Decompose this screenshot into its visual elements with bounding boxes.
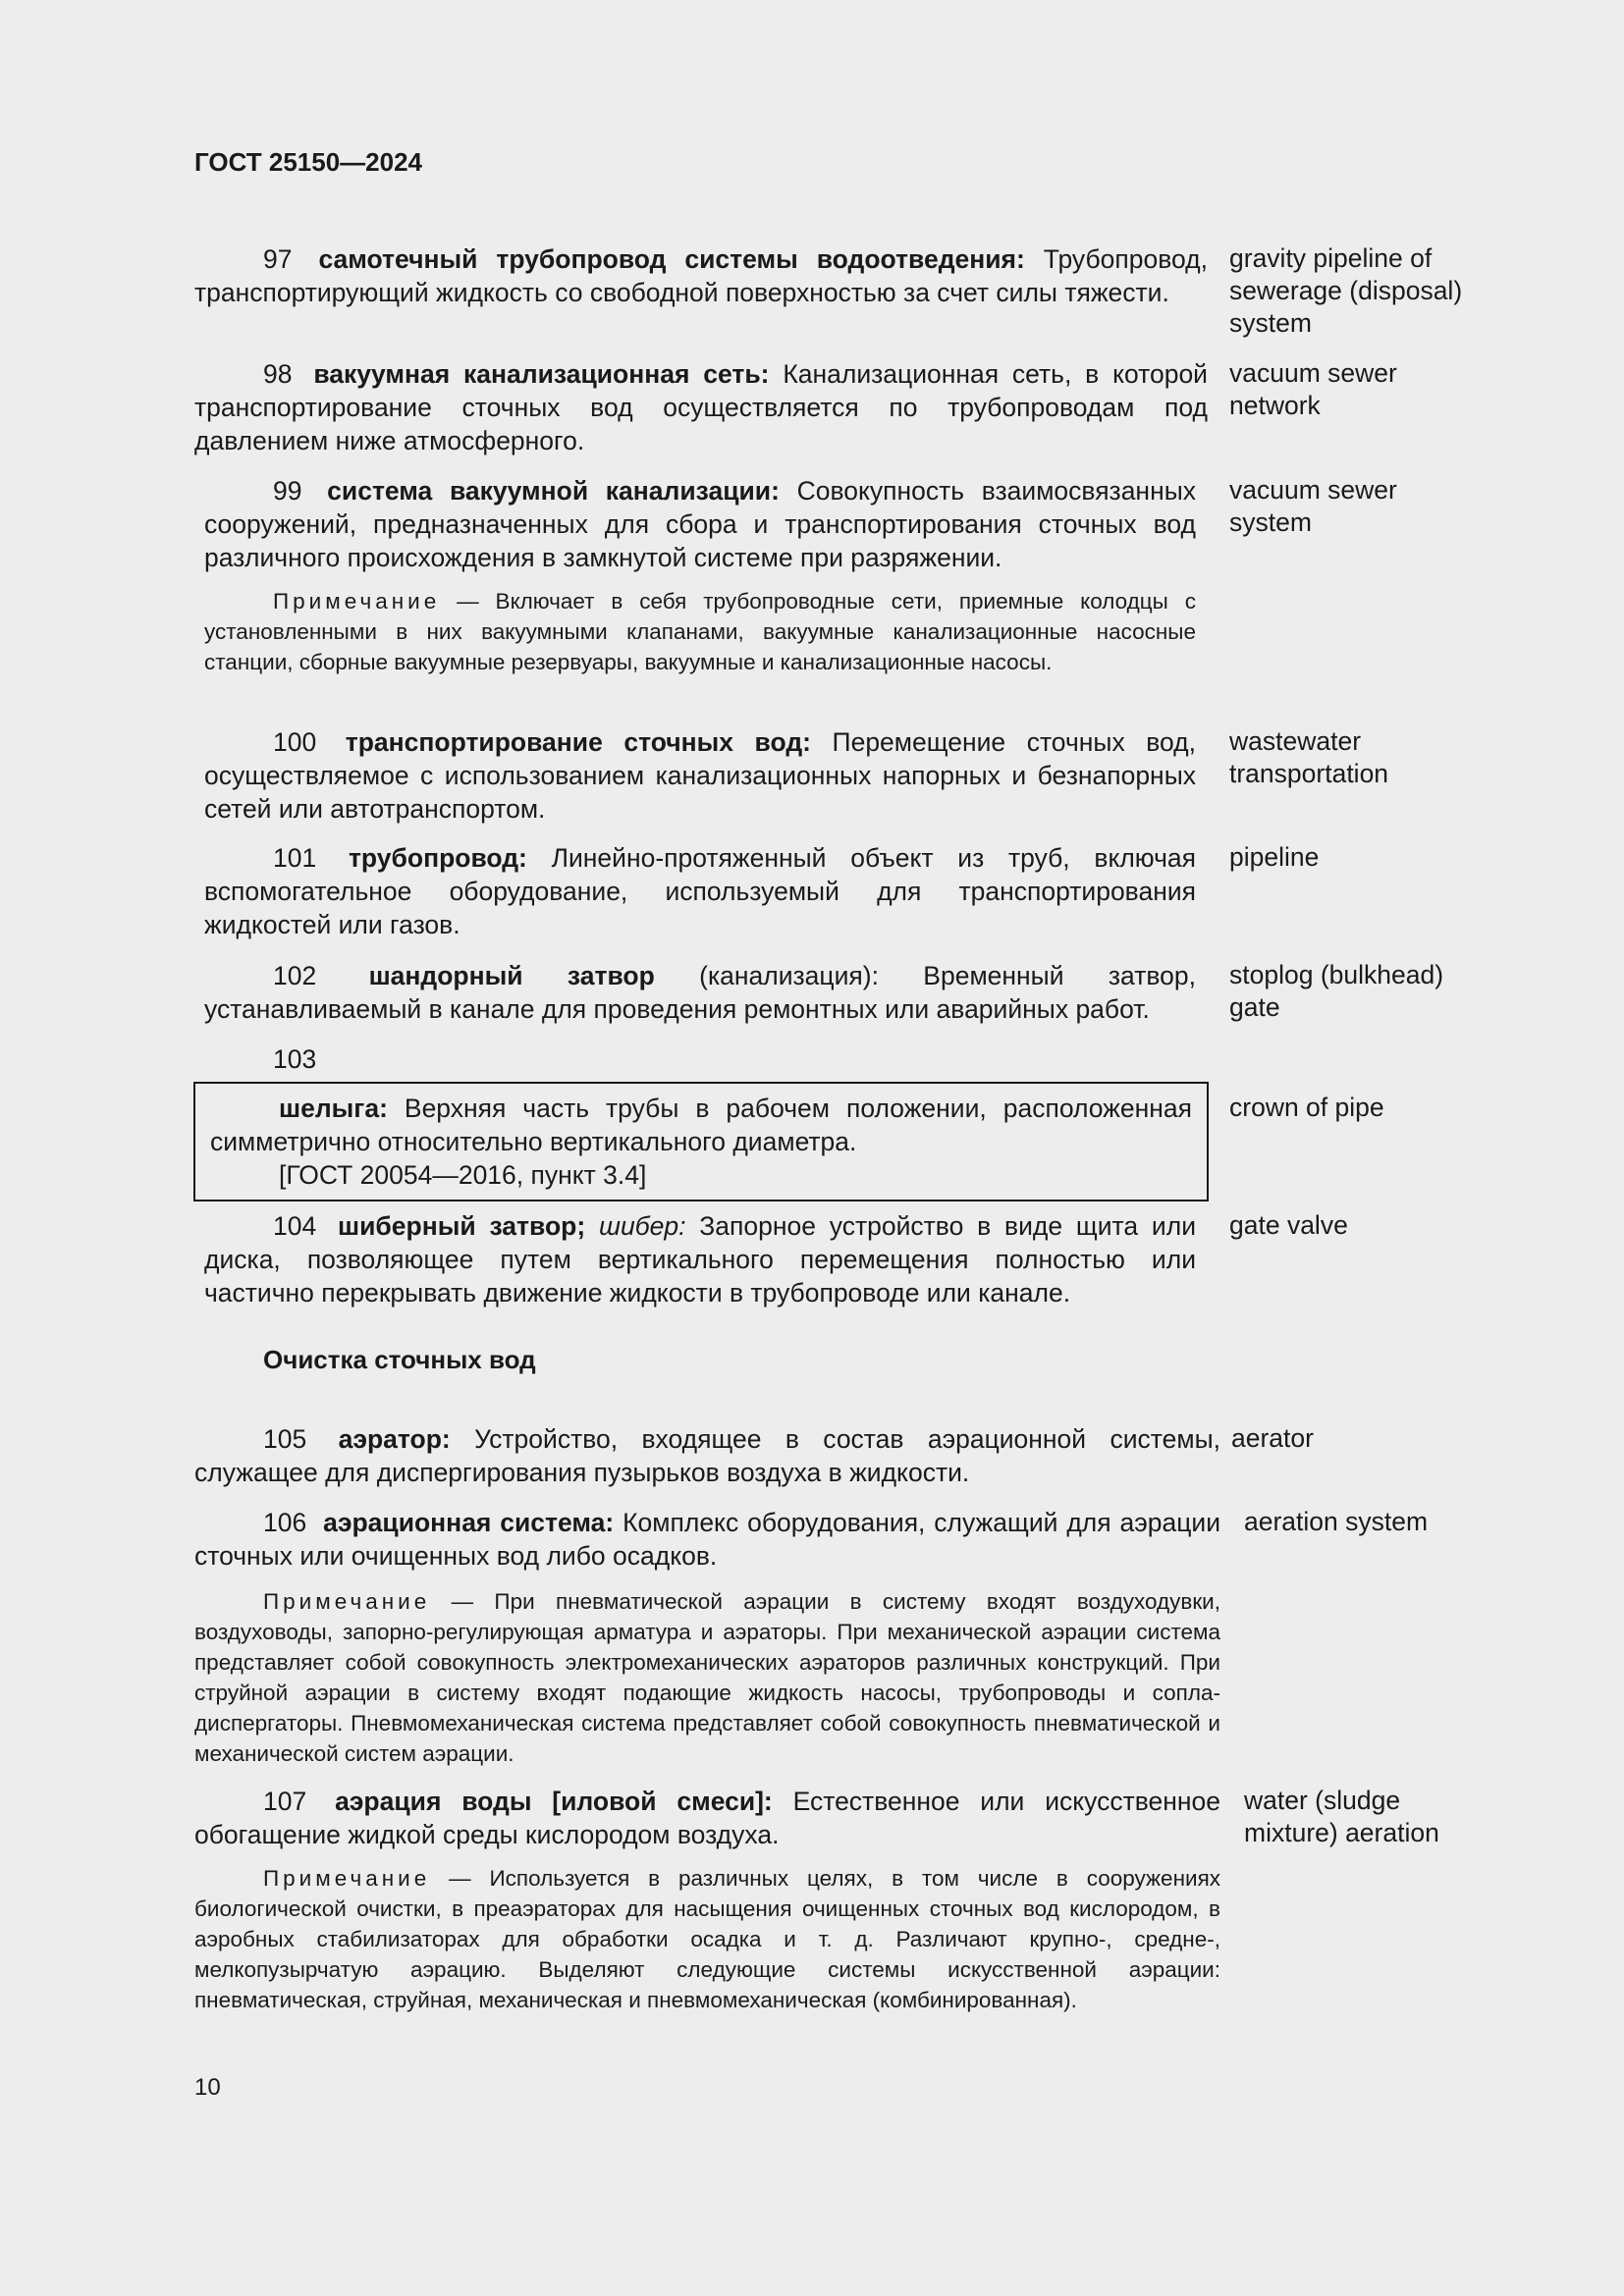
- entry-101-ru: [204, 841, 1196, 941]
- entry-101-en: pipeline: [1229, 842, 1320, 872]
- synonym: шибер:: [585, 1211, 686, 1241]
- entry-107-ru: [194, 1785, 1220, 1851]
- entry-number: 100: [273, 727, 317, 757]
- term: трубопровод:: [348, 843, 527, 873]
- entry-103-ru: [210, 1092, 1192, 1158]
- entry-104-ru: [204, 1209, 1196, 1309]
- entry-104-en: gate valve: [1229, 1210, 1348, 1240]
- term: шиберный затвор;: [338, 1211, 586, 1241]
- note-label: Примечание: [263, 1866, 431, 1891]
- entry-number: 105: [263, 1424, 307, 1454]
- term: шелыга:: [279, 1094, 388, 1123]
- note-text: — Используется в различных целях, в том числе в сооружениях биологической очистки, в преаэраторах для насыщения очищенных сточных вод кислородом, в аэробных стабилизаторах для обработки осадка и т. д. Различают крупно-, средне-, мелкопузырчатую аэрацию. Выделяют следующие системы искусственной аэрации: пневматическая, струйная, механическая и пневмомеханическая (комбинированная).: [194, 1866, 1220, 2012]
- entry-100-en: wastewater transportation: [1229, 726, 1389, 788]
- definition: Трубопровод, транспортирующий жидкость со свободной поверхностью за счет силы тяжести.: [194, 244, 1208, 307]
- entry-99-note: [204, 586, 1196, 677]
- term: самотечный трубопровод системы водоотведения:: [318, 244, 1025, 274]
- entry-number: 103: [273, 1044, 317, 1074]
- section-title: Очистка сточных вод: [263, 1345, 536, 1374]
- entry-106-ru: [194, 1506, 1220, 1573]
- page-number: 10: [194, 2074, 221, 2101]
- term: система вакуумной канализации:: [327, 476, 780, 506]
- entry-number: 98: [263, 359, 293, 389]
- definition: Устройство, входящее в состав аэрационной системы, служащее для диспергирования пузырьков воздуха в жидкости.: [194, 1424, 1220, 1487]
- definition: Совокупность взаимосвязанных сооружений, предназначенных для сбора и транспортирования сточных вод различного происхождения в замкнутой системе при разряжении.: [204, 476, 1196, 572]
- term: аэрация воды [иловой смеси]:: [335, 1787, 773, 1816]
- definition: Естественное или искусственное обогащение жидкой среды кислородом воздуха.: [194, 1787, 1220, 1849]
- entry-105-ru: [194, 1422, 1220, 1489]
- entry-number: 101: [273, 843, 317, 873]
- entry-number: 102: [273, 961, 317, 990]
- entry-98-ru: [194, 357, 1208, 457]
- entry-number: 107: [263, 1787, 307, 1816]
- definition: Перемещение сточных вод, осуществляемое с использованием канализационных напорных и безнапорных сетей или автотранспортом.: [204, 727, 1197, 824]
- term: вакуумная канализационная сеть:: [313, 359, 770, 389]
- note-text: — При пневматической аэрации в систему входят воздуходувки, воздуховоды, запорно-регулирующая арматура и аэраторы. При механической аэрации система представляет собой совокупность электромеханических аэраторов различных конструкций. При струйной аэрации в систему входят подающие жидкость насосы, трубопроводы и сопла-диспергаторы. Пневмомеханическая система представляет собой совокупность пневматической и механической систем аэрации.: [194, 1589, 1220, 1766]
- term: транспортирование сточных вод:: [345, 727, 811, 757]
- entry-98-en: vacuum sewer network: [1229, 358, 1397, 420]
- source-reference: [ГОСТ 20054—2016, пункт 3.4]: [279, 1160, 647, 1190]
- entry-106-en: aeration system: [1244, 1507, 1429, 1536]
- entry-99-en: vacuum sewer system: [1229, 475, 1397, 537]
- entry-97-ru: [194, 242, 1208, 309]
- definition: (канализация): Временный затвор, устанавливаемый в канале для проведения ремонтных или аварийных работ.: [204, 961, 1196, 1024]
- entry-105-en: aerator: [1231, 1423, 1314, 1453]
- definition: Канализационная сеть, в которой транспортирование сточных вод осуществляется по трубопроводам под давлением ниже атмосферного.: [194, 359, 1208, 455]
- term: аэрационная система:: [323, 1508, 615, 1537]
- term: аэратор:: [338, 1424, 451, 1454]
- definition: Комплекс оборудования, служащий для аэрации сточных или очищенных вод либо осадков.: [194, 1508, 1220, 1571]
- entry-number: 97: [263, 244, 293, 274]
- entry-number: 106: [263, 1508, 307, 1537]
- definition: Запорное устройство в виде щита или диска, позволяющее путем вертикального перемещения полностью или частично перекрывать движение жидкости в трубопроводе или канале.: [204, 1211, 1196, 1308]
- document-header: ГОСТ 25150—2024: [194, 147, 422, 177]
- definition: Линейно-протяженный объект из труб, включая вспомогательное оборудование, используемый для транспортирования жидкостей или газов.: [204, 843, 1196, 939]
- entry-107-en: water (sludge mixture) aeration: [1244, 1786, 1439, 1847]
- term: шандорный затвор: [368, 961, 655, 990]
- entry-103-number: [204, 1042, 499, 1076]
- entry-103-en: crown of pipe: [1229, 1093, 1384, 1122]
- note-text: — Включает в себя трубопроводные сети, приемные колодцы с установленными в них вакуумными клапанами, вакуумные канализационные насосные станции, сборные вакуумные резервуары, вакуумные и канализационные насосы.: [204, 589, 1196, 674]
- entry-107-note: [194, 1863, 1220, 2015]
- entry-106-note: [194, 1586, 1220, 1769]
- note-label: Примечание: [273, 589, 441, 614]
- note-label: Примечание: [263, 1589, 431, 1614]
- entry-100-ru: [204, 725, 1196, 826]
- entry-103-reference: [210, 1158, 1192, 1192]
- entry-102-ru: [204, 959, 1196, 1026]
- definition: Верхняя часть трубы в рабочем положении, расположенная симметрично относительно вертикального диаметра.: [210, 1094, 1192, 1156]
- entry-number: 99: [273, 476, 302, 506]
- entry-99-ru: [204, 474, 1196, 574]
- entry-97-en: gravity pipeline of sewerage (disposal) system: [1229, 243, 1463, 338]
- entry-102-en: stoplog (bulkhead) gate: [1229, 960, 1444, 1022]
- entry-number: 104: [273, 1211, 317, 1241]
